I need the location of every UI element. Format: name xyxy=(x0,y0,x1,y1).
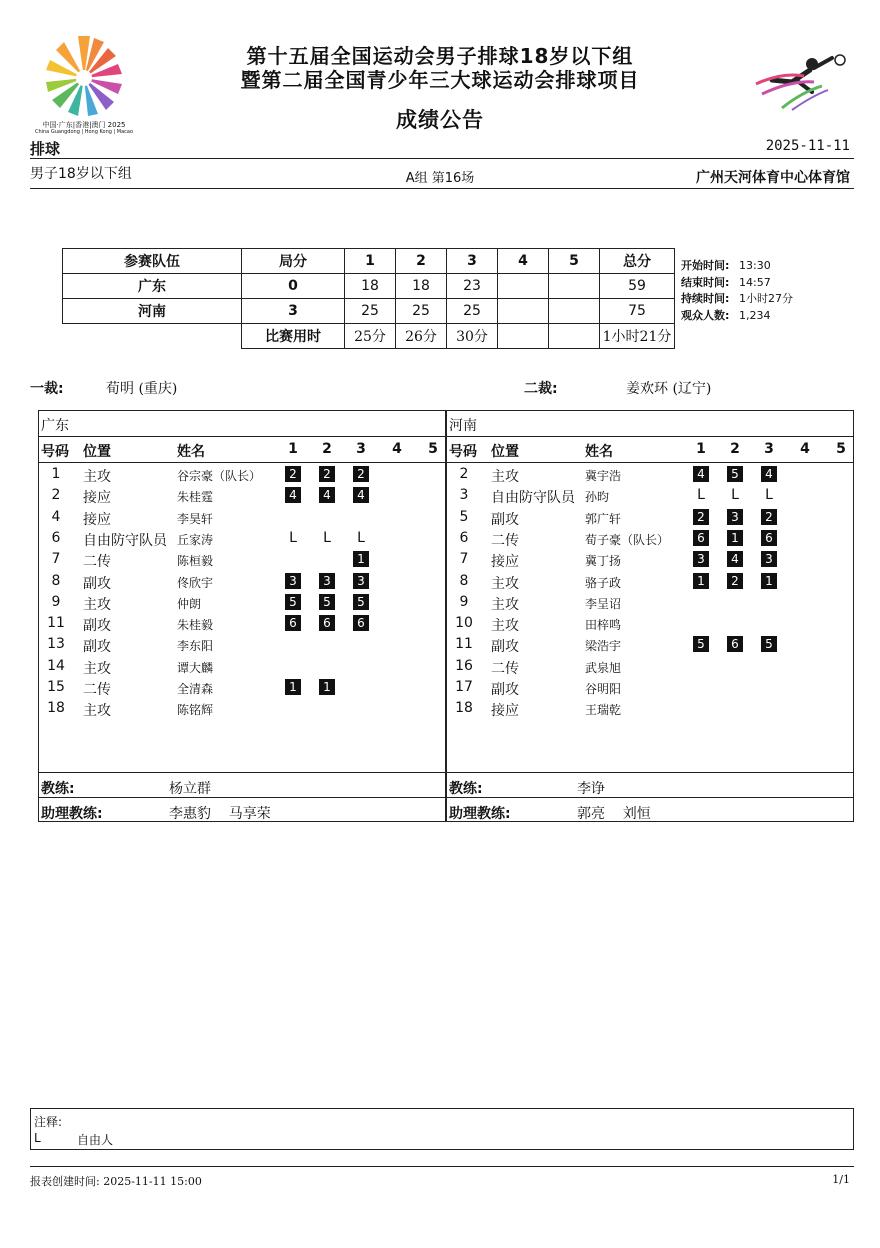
player-name: 李东阳 xyxy=(177,639,214,654)
player-position: 接应 xyxy=(83,511,111,528)
player-number: 4 xyxy=(51,508,61,525)
libero-marker: L xyxy=(289,529,297,546)
rotation-box: 3 xyxy=(319,573,335,589)
player-name: 李昊轩 xyxy=(177,511,214,526)
player-row xyxy=(447,549,853,570)
assistant-coach-label: 助理教练: xyxy=(449,806,511,822)
player-position: 接应 xyxy=(491,554,519,571)
rotation-box: 2 xyxy=(693,509,709,525)
player-position: 二传 xyxy=(491,532,519,549)
player-number: 9 xyxy=(459,593,469,610)
rotation-box: 6 xyxy=(761,530,777,546)
player-row xyxy=(39,485,445,506)
set-score xyxy=(498,274,549,299)
player-row xyxy=(39,698,445,719)
player-number: 14 xyxy=(47,657,65,674)
player-position: 自由防守队员 xyxy=(491,490,575,507)
rotation-box: 4 xyxy=(285,487,301,503)
rotation-box: 3 xyxy=(693,551,709,567)
assistant-coach-label: 助理教练: xyxy=(41,806,103,822)
sets-won: 3 xyxy=(242,299,345,324)
page-subtitle: 成绩公告 xyxy=(396,108,484,132)
duration-label: 持续时间: xyxy=(681,292,730,305)
rotation-box: 6 xyxy=(727,636,743,652)
roster-team-name: 广东 xyxy=(41,418,69,434)
set-score: 23 xyxy=(447,274,498,299)
player-position: 副攻 xyxy=(491,511,519,528)
roster-col-header: 号码 xyxy=(41,444,69,460)
rotation-box: 3 xyxy=(353,573,369,589)
col-header-total: 总分 xyxy=(600,249,675,274)
player-row xyxy=(447,613,853,634)
rotation-box: 6 xyxy=(285,615,301,631)
col-header-set5: 5 xyxy=(549,249,600,274)
coach-label: 教练: xyxy=(449,781,483,797)
score-header-row xyxy=(63,249,675,274)
player-position: 主攻 xyxy=(83,660,111,677)
player-name: 冀丁扬 xyxy=(585,554,622,569)
roster-col-header: 1 xyxy=(288,441,298,457)
team-name: 河南 xyxy=(63,299,242,324)
player-row xyxy=(39,549,445,570)
roster-col-header: 4 xyxy=(392,441,402,457)
player-row xyxy=(39,571,445,592)
player-number: 1 xyxy=(51,466,61,482)
player-position: 主攻 xyxy=(491,469,519,485)
player-number: 8 xyxy=(459,572,469,589)
player-name: 冀宇浩 xyxy=(585,469,622,483)
set-score: 25 xyxy=(396,299,447,324)
rotation-box: 5 xyxy=(353,594,369,610)
rotation-box: 2 xyxy=(319,466,335,482)
rotation-box: 4 xyxy=(693,466,709,482)
player-number: 2 xyxy=(459,466,469,482)
set-score: 25 xyxy=(345,299,396,324)
total-score: 75 xyxy=(600,299,675,324)
match-duration: 1小时27分 xyxy=(739,292,793,305)
player-number: 6 xyxy=(459,529,469,546)
player-row xyxy=(39,464,445,485)
rotation-box: 6 xyxy=(319,615,335,631)
audience-count: 1,234 xyxy=(739,308,771,322)
total-score: 59 xyxy=(600,274,675,299)
start-time: 13:30 xyxy=(739,259,771,272)
set-score: 18 xyxy=(396,274,447,299)
player-name: 李呈诏 xyxy=(585,596,622,611)
title-line-1: 第十五届全国运动会男子排球18岁以下组 xyxy=(246,44,634,68)
player-position: 副攻 xyxy=(491,639,519,656)
player-row xyxy=(447,571,853,592)
set-score: 25 xyxy=(447,299,498,324)
rotation-box: 3 xyxy=(761,551,777,567)
set-score xyxy=(549,299,600,324)
player-row xyxy=(447,528,853,549)
col-header-set3: 3 xyxy=(447,249,498,274)
col-header-sets: 局分 xyxy=(242,249,345,274)
player-name: 谭大麟 xyxy=(177,660,214,675)
rotation-box: 1 xyxy=(761,573,777,589)
rotation-box: 5 xyxy=(285,594,301,610)
score-row-team1 xyxy=(63,274,675,299)
player-number: 7 xyxy=(459,551,469,568)
player-name: 陈桓毅 xyxy=(177,554,214,569)
player-name: 孙昀 xyxy=(585,490,610,505)
player-number: 2 xyxy=(51,487,61,504)
page-number: 1/1 xyxy=(832,1173,850,1186)
rotation-box: 6 xyxy=(693,530,709,546)
player-number: 15 xyxy=(47,679,65,695)
player-number: 9 xyxy=(51,593,61,610)
player-name: 武泉旭 xyxy=(585,660,622,675)
roster-team2 xyxy=(446,410,854,822)
header-divider-2 xyxy=(30,188,854,189)
set-duration: 25分 xyxy=(345,324,396,349)
report-created: 报表创建时间: 2025-11-11 15:00 xyxy=(30,1175,202,1188)
libero-marker: L xyxy=(697,487,705,504)
roster-col-header: 4 xyxy=(800,441,810,457)
rotation-box: 2 xyxy=(761,509,777,525)
rotation-box: 1 xyxy=(285,679,301,695)
category-label: 男子18岁以下组 xyxy=(30,166,132,182)
player-number: 3 xyxy=(459,487,469,504)
team-name: 广东 xyxy=(63,274,242,299)
sets-won: 0 xyxy=(242,274,345,299)
roster-team1 xyxy=(38,410,446,822)
roster-col-header: 位置 xyxy=(83,444,111,460)
end-time: 14:57 xyxy=(739,275,771,289)
rotation-box: 2 xyxy=(727,573,743,589)
duration-label: 比赛用时 xyxy=(242,324,345,349)
roster-col-header: 2 xyxy=(730,441,740,457)
libero-marker: L xyxy=(731,487,739,504)
player-name: 全清森 xyxy=(177,682,214,696)
logo-caption: 中国·广东|香港|澳门 2025 xyxy=(42,121,126,129)
title-line-2: 暨第二届全国青少年三大球运动会排球项目 xyxy=(240,68,640,92)
roster-col-header: 位置 xyxy=(491,444,519,460)
footer-divider xyxy=(30,1166,854,1167)
assistant-coach-names: 郭亮 刘恒 xyxy=(577,806,651,822)
player-position: 主攻 xyxy=(83,469,111,485)
roster-col-header: 5 xyxy=(836,441,846,457)
second-referee-label: 二裁: xyxy=(524,381,558,397)
player-number: 11 xyxy=(455,636,473,653)
set-score xyxy=(549,274,600,299)
player-name: 仲朗 xyxy=(177,596,202,611)
player-row xyxy=(447,485,853,506)
set-duration xyxy=(498,324,549,349)
player-row xyxy=(447,698,853,719)
player-number: 7 xyxy=(51,551,61,568)
player-name: 朱桂霆 xyxy=(177,490,214,505)
player-number: 11 xyxy=(47,615,65,632)
player-number: 18 xyxy=(47,700,65,717)
start-label: 开始时间: xyxy=(681,259,730,272)
player-position: 二传 xyxy=(491,660,519,677)
rotation-box: 5 xyxy=(319,594,335,610)
libero-marker: L xyxy=(323,529,331,546)
roster-col-header: 姓名 xyxy=(177,444,205,460)
notes-box xyxy=(30,1108,854,1150)
set-score xyxy=(498,299,549,324)
rotation-box: 4 xyxy=(353,487,369,503)
rotation-box: 1 xyxy=(319,679,335,695)
player-name: 谷明阳 xyxy=(585,682,622,696)
player-row xyxy=(39,507,445,528)
header-divider xyxy=(30,158,854,159)
player-position: 自由防守队员 xyxy=(83,532,167,549)
set-duration xyxy=(549,324,600,349)
player-position: 副攻 xyxy=(491,682,519,698)
coach-name: 杨立群 xyxy=(169,781,211,797)
player-name: 荀子豪（队长） xyxy=(585,532,670,547)
rotation-box: 5 xyxy=(727,466,743,482)
logo-caption-en: China Guangdong | Hong Kong | Macao xyxy=(34,129,134,135)
player-row xyxy=(39,656,445,677)
player-number: 6 xyxy=(51,529,61,546)
player-name: 佟欣宇 xyxy=(177,575,214,590)
rotation-box: 3 xyxy=(285,573,301,589)
roster-col-header: 3 xyxy=(356,441,366,457)
player-row xyxy=(39,613,445,634)
player-name: 田梓鸣 xyxy=(585,618,622,633)
player-number: 18 xyxy=(455,700,473,717)
player-row xyxy=(447,592,853,613)
col-header-set4: 4 xyxy=(498,249,549,274)
player-number: 17 xyxy=(455,679,473,695)
rotation-box: 4 xyxy=(761,466,777,482)
player-row xyxy=(39,528,445,549)
roster-col-header: 2 xyxy=(322,441,332,457)
player-row xyxy=(447,634,853,655)
player-row xyxy=(39,634,445,655)
player-number: 13 xyxy=(47,636,65,653)
rotation-box: 1 xyxy=(693,573,709,589)
roster-col-header: 3 xyxy=(764,441,774,457)
roster-col-header: 1 xyxy=(696,441,706,457)
player-position: 副攻 xyxy=(83,639,111,656)
roster-team-name: 河南 xyxy=(449,418,477,434)
set-score: 18 xyxy=(345,274,396,299)
player-name: 朱桂毅 xyxy=(177,618,214,633)
player-position: 主攻 xyxy=(491,596,519,613)
first-referee: 荀明 (重庆) xyxy=(106,381,178,397)
player-row xyxy=(447,464,853,485)
audience-label: 观众人数: xyxy=(681,308,730,322)
score-table xyxy=(62,248,675,349)
player-row xyxy=(39,677,445,698)
roster-col-header: 姓名 xyxy=(585,444,613,460)
col-header-team: 参赛队伍 xyxy=(63,249,242,274)
col-header-set1: 1 xyxy=(345,249,396,274)
player-position: 接应 xyxy=(491,703,519,720)
rotation-box: 4 xyxy=(319,487,335,503)
player-name: 梁浩宇 xyxy=(585,639,622,654)
rotation-box: 2 xyxy=(353,466,369,482)
player-number: 16 xyxy=(455,657,473,674)
rotation-box: 1 xyxy=(727,530,743,546)
player-position: 主攻 xyxy=(83,703,111,720)
player-number: 5 xyxy=(459,508,469,525)
rotation-box: 5 xyxy=(693,636,709,652)
player-position: 二传 xyxy=(83,554,111,571)
roster-col-header: 号码 xyxy=(449,444,477,460)
rotation-box: 5 xyxy=(761,636,777,652)
player-number: 10 xyxy=(455,615,473,632)
libero-marker: L xyxy=(357,529,365,546)
player-name: 陈铭辉 xyxy=(177,703,214,718)
notes-desc: 自由人 xyxy=(77,1133,114,1147)
player-position: 二传 xyxy=(83,682,111,698)
player-number: 8 xyxy=(51,572,61,589)
player-name: 谷宗豪（队长） xyxy=(177,469,262,483)
assistant-coach-names: 李惠豹 马享荣 xyxy=(169,806,271,822)
player-position: 主攻 xyxy=(491,618,519,635)
player-name: 丘家涛 xyxy=(177,532,214,547)
player-row xyxy=(39,592,445,613)
rotation-box: 3 xyxy=(727,509,743,525)
rotation-box: 2 xyxy=(285,466,301,482)
venue-label: 广州天河体育中心体育馆 xyxy=(696,170,850,186)
total-duration: 1小时21分 xyxy=(600,324,675,349)
player-row xyxy=(447,507,853,528)
player-name: 郭广轩 xyxy=(585,511,622,526)
player-position: 接应 xyxy=(83,490,111,507)
coach-name: 李诤 xyxy=(577,781,605,797)
player-row xyxy=(447,677,853,698)
notes-key: L xyxy=(34,1131,41,1145)
rotation-box: 6 xyxy=(353,615,369,631)
set-duration: 26分 xyxy=(396,324,447,349)
rotation-box: 1 xyxy=(353,551,369,567)
match-info xyxy=(681,258,793,324)
report-date: 2025-11-11 xyxy=(765,138,850,154)
notes-label: 注释: xyxy=(34,1115,63,1129)
end-label: 结束时间: xyxy=(681,275,730,289)
duration-row xyxy=(63,324,675,349)
coach-label: 教练: xyxy=(41,781,75,797)
rotation-box: 4 xyxy=(727,551,743,567)
roster-col-header: 5 xyxy=(428,441,438,457)
col-header-set2: 2 xyxy=(396,249,447,274)
player-position: 副攻 xyxy=(83,618,111,635)
sport-label: 排球 xyxy=(30,140,61,158)
player-name: 骆子政 xyxy=(585,575,622,590)
libero-marker: L xyxy=(765,487,773,504)
player-position: 主攻 xyxy=(491,575,519,592)
player-position: 主攻 xyxy=(83,596,111,613)
match-label: A组 第16场 xyxy=(405,171,475,186)
second-referee: 姜欢环 (辽宁) xyxy=(626,381,712,397)
first-referee-label: 一裁: xyxy=(30,381,64,397)
score-row-team2 xyxy=(63,299,675,324)
player-row xyxy=(447,656,853,677)
set-duration: 30分 xyxy=(447,324,498,349)
player-position: 副攻 xyxy=(83,575,111,592)
player-name: 王瑞乾 xyxy=(585,703,622,718)
